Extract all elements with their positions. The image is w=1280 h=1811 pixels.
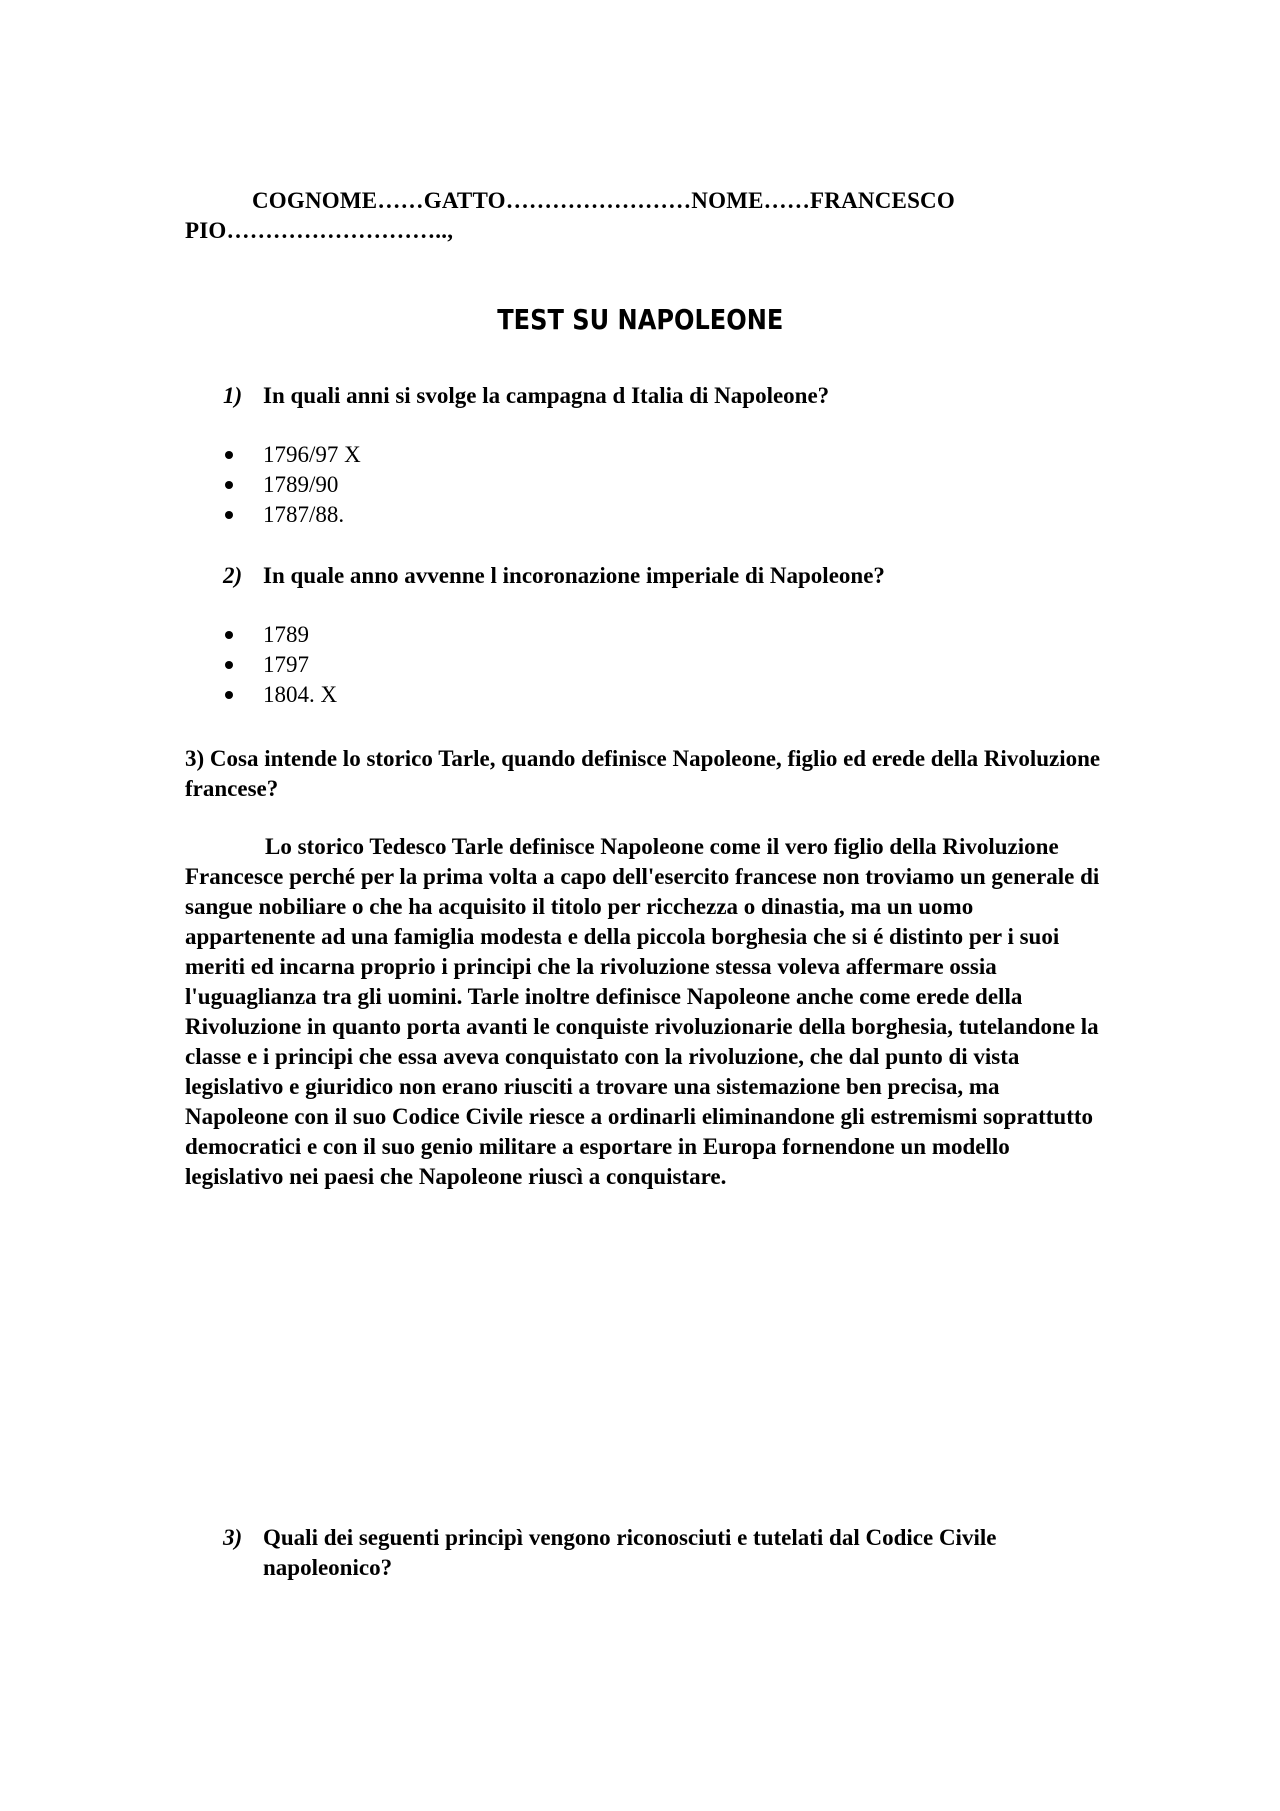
list-item: 1796/97 X bbox=[185, 440, 785, 470]
bullet-icon bbox=[225, 691, 233, 699]
bullet-icon bbox=[225, 451, 233, 459]
question-3-answer: Lo storico Tedesco Tarle definisce Napoleone come il vero figlio della Rivoluzione Francesce perché per la prima volta a capo dell'esercito francese non troviamo un generale di sangue nobiliare o che ha acquisito il titolo per ricchezza o dinastia, ma un uomo appartenente ad una famiglia modesta e della piccola borghesia che si é distinto per i suoi meriti ed incarna proprio i principi che la rivoluzione stessa voleva affermare ossia l'uguaglianza tra gli uomini. Tarle inoltre definisce Napoleone anche come erede della Rivoluzione in quanto porta avanti le conquiste rivoluzionarie della borghesia, tutelandone la classe e i principi che essa aveva conquistato con la rivoluzione, che dal punto di vista legislativo e giuridico non erano riusciti a trovare una sistemazione ben precisa, ma Napoleone con il suo Codice Civile riesce a ordinarli eliminandone gli estremismi soprattutto democratici e con il suo genio militare a esportare in Europa fornendone un modello legislativo nei paesi che Napoleone riuscì a conquistare. bbox=[185, 834, 1100, 1189]
bullet-icon bbox=[225, 511, 233, 519]
bullet-icon bbox=[225, 661, 233, 669]
question-1-number: 1) bbox=[223, 383, 243, 408]
question-1-options bbox=[185, 440, 785, 530]
list-item: 1804. X bbox=[185, 680, 785, 710]
question-2-text: In quale anno avvenne l incoronazione imperiale di Napoleone? bbox=[263, 563, 885, 588]
question-4-text: Quali dei seguenti principì vengono riconosciuti e tutelati dal Codice Civile napoleonico? bbox=[263, 1525, 997, 1580]
student-name-header: COGNOME……GATTO……………………NOME……FRANCESCO PIO……………………….., bbox=[185, 188, 955, 243]
list-item: 1789 bbox=[185, 620, 785, 650]
bullet-icon bbox=[225, 631, 233, 639]
question-3-text: 3) Cosa intende lo storico Tarle, quando definisce Napoleone, figlio ed erede della Rivoluzione francese? bbox=[185, 746, 1101, 801]
question-1-text: In quali anni si svolge la campagna d Italia di Napoleone? bbox=[263, 383, 830, 408]
list-item: 1797 bbox=[185, 650, 785, 680]
question-4 bbox=[185, 1523, 1105, 1583]
question-2-options bbox=[185, 620, 785, 710]
question-1 bbox=[185, 381, 1105, 411]
list-item: 1789/90 bbox=[185, 470, 785, 500]
question-2 bbox=[185, 561, 1105, 591]
question-4-number: 3) bbox=[223, 1525, 243, 1550]
bullet-icon bbox=[225, 481, 233, 489]
list-item: 1787/88. bbox=[185, 500, 785, 530]
page-title: TEST SU NAPOLEONE bbox=[497, 303, 784, 336]
question-2-number: 2) bbox=[223, 563, 243, 588]
